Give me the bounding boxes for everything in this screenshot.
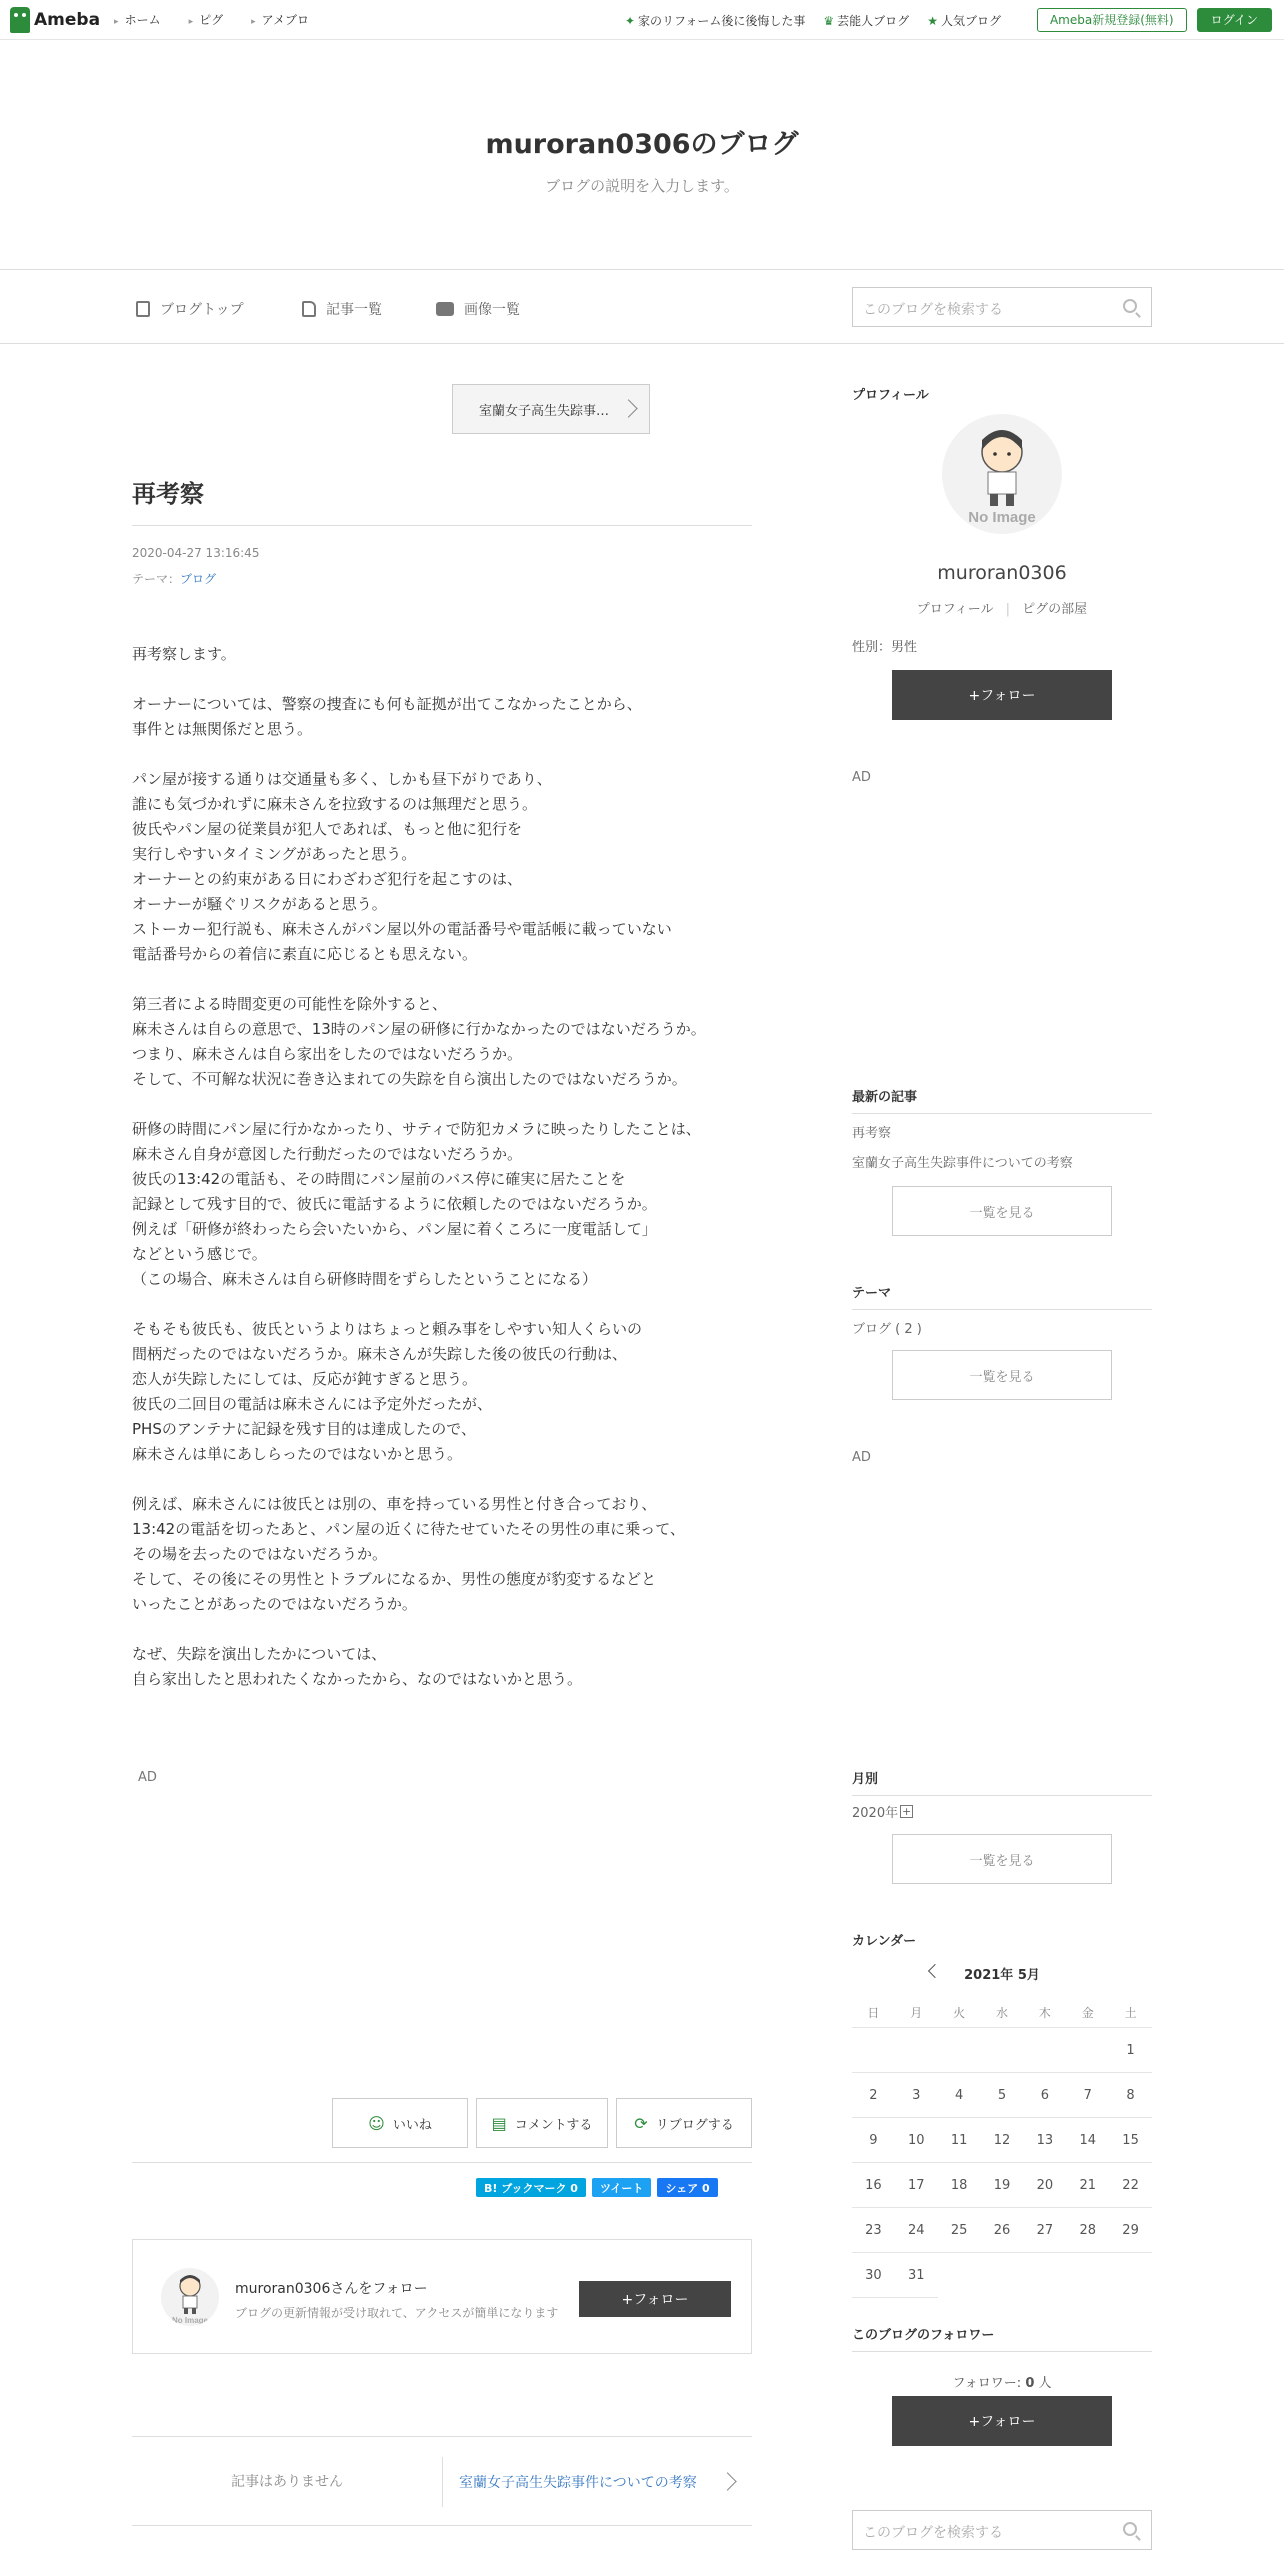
nav-entry-list[interactable]	[302, 299, 382, 319]
blog-search-placeholder: このブログを検索する	[863, 302, 1003, 318]
profile-avatar[interactable]	[942, 414, 1062, 534]
article-body: 再考察します。 オーナーについては、警察の捜査にも何も証拠が出てこなかったことから、 事件とは無関係だと思う。 パン屋が接する通りは交通量も多く、しかも昼下がりであり、 誰にも気づかれずに麻未さんを拉致するのは無理だと思う。 彼氏やパン屋の従業員が犯人であれば、もっと他に犯行を 実行しやすいタイミングがあったと思う。 オーナーとの約束がある日にわざわざ犯行を起こすのは、 オーナーが騒ぐリスクがあると思う。 ストーカー犯行説も、麻未さんがパン屋以外の電話番号や電話帳に載っていない 電話番号からの着信に素直に応じるとも思えない。 第三者による時間変更の可能性を除外すると、 麻未さんは自らの意思で、13時のパン屋の研修に行かなかったのではないだろうか。 つまり、麻未さんは自ら家出をしたのではないだろうか。 そして、不可解な状況に巻き込まれての失踪を自ら演出したのではないだろうか。 研修の時間にパン屋に行かなかったり、サティで防犯カメラに映ったりしたことは、 麻未さん自身が意図した行動だったのではないだろうか。 彼氏の13:42の電話も、その時間にパン屋前のバス停に確実に居たことを 記録として残す目的で、彼氏に電話するように依頼したのではないだろうか。 例えば「研修が終わったら会いたいから、パン屋に着くころに一度電話して」 などという感じで。 （この場合、麻未さんは自ら研修時間をずらしたということになる） そもそも彼氏も、彼氏というよりはちょっと頼み事をしやすい知人くらいの 間柄だったのではないだろうか。麻未さんが失踪した後の彼氏の行動は、 恋人が失踪したにしては、反応が鈍すぎると思う。 彼氏の二回目の電話は麻未さんには予定外だったが、 PHSのアンテナに記録を残す目的は達成したので、 麻未さんは単にあしらったのではないかと思う。 例えば、麻未さんには彼氏とは別の、車を持っている男性と付き合っており、 13:42の電話を切ったあと、パン屋の近くに待たせていたその男性の車に乗って、 その場を去ったのではないだろうか。 そして、その後にその男性とトラブルになるか、男性の態度が豹変するなどと いったことがあったのではないだろうか。 なぜ、失踪を演出したかについては、 自ら家出したと思われたくなかったから、なのではないかと思う。	[132, 645, 706, 1688]
ameba-logo[interactable]	[10, 7, 100, 33]
blog-search-input[interactable]	[852, 287, 1152, 327]
calendar-weekday: 水	[981, 1998, 1024, 2028]
calendar-day	[981, 2028, 1024, 2073]
nav-blog-top-label: ブログトップ	[160, 302, 244, 318]
calendar-day: 17	[895, 2163, 938, 2208]
nav-image-list[interactable]	[436, 299, 520, 319]
blog-nav	[0, 271, 1284, 344]
calendar-day	[938, 2028, 981, 2073]
facebook-share-button[interactable]: シェア 0	[657, 2178, 717, 2197]
calendar-day: 20	[1023, 2163, 1066, 2208]
article-theme	[132, 570, 216, 587]
profile-name[interactable]: muroran0306	[937, 562, 1067, 584]
no-image-avatar-icon	[942, 414, 1062, 534]
blog-title[interactable]: muroran0306のブログ	[485, 129, 799, 160]
header-right	[625, 8, 1272, 32]
calendar-weekday: 土	[1109, 1998, 1152, 2028]
recent-see-all-button[interactable]: 一覧を見る	[892, 1186, 1112, 1236]
calendar-day	[1066, 2028, 1109, 2073]
month-heading: 月別	[852, 1768, 1152, 1796]
calendar-day: 4	[938, 2073, 981, 2118]
calendar-day: 9	[852, 2118, 895, 2163]
calendar-weekday: 火	[938, 1998, 981, 2028]
crown-icon: ♛	[823, 13, 835, 28]
article-pager	[132, 2436, 752, 2526]
calendar-day: 23	[852, 2208, 895, 2253]
no-image-avatar-icon	[161, 2268, 219, 2326]
nav-image-list-label: 画像一覧	[464, 302, 520, 318]
star-icon: ★	[927, 13, 938, 28]
calendar-weekday: 日	[852, 1998, 895, 2028]
reblog-icon: ⟳	[634, 2113, 648, 2133]
calendar-day: 12	[981, 2118, 1024, 2163]
calendar-day: 31	[895, 2253, 938, 2298]
promo-popular-link[interactable]	[927, 12, 1001, 29]
like-button[interactable]	[332, 2098, 468, 2148]
profile-gender: 性別：男性	[852, 640, 918, 655]
sidebar-follow-button[interactable]: +フォロー	[892, 670, 1112, 720]
followers-label: フォロワー:	[952, 2376, 1022, 2391]
profile-heading: プロフィール	[852, 388, 929, 403]
divider	[132, 2162, 752, 2163]
global-nav	[114, 11, 337, 28]
search-icon[interactable]	[1123, 299, 1137, 313]
profile-links	[852, 598, 1152, 617]
calendar-day: 24	[895, 2208, 938, 2253]
blog-description: ブログの説明を入力します。	[545, 177, 739, 195]
followers-number: 0	[1025, 2376, 1035, 2391]
calendar-weekday: 金	[1066, 1998, 1109, 2028]
calendar-day: 13	[1023, 2118, 1066, 2163]
theme-see-all-button[interactable]: 一覧を見る	[892, 1350, 1112, 1400]
nav-home[interactable]: ▸ ホーム	[114, 11, 161, 28]
article-title[interactable]: 再考察	[132, 474, 752, 526]
calendar-day: 1	[1109, 2028, 1152, 2073]
login-button[interactable]: ログイン	[1197, 8, 1272, 32]
nav-blog-top[interactable]	[136, 299, 244, 319]
prev-entry: 記事はありません	[231, 2474, 343, 2490]
reblog-button[interactable]	[616, 2098, 752, 2148]
calendar-grid	[852, 1998, 1152, 2298]
calendar-day: 7	[1066, 2073, 1109, 2118]
promo-reform-link[interactable]	[625, 12, 805, 29]
calendar-day: 22	[1109, 2163, 1152, 2208]
promo-celebrity-link[interactable]	[823, 12, 909, 29]
calendar-day: 28	[1066, 2208, 1109, 2253]
calendar-day: 11	[938, 2118, 981, 2163]
link-separator: |	[1005, 602, 1011, 617]
calendar-day: 15	[1109, 2118, 1152, 2163]
hatena-bookmark-button[interactable]: B! ブックマーク 0	[476, 2178, 586, 2197]
no-image-text: No Image	[171, 2316, 209, 2325]
calendar-day: 21	[1066, 2163, 1109, 2208]
global-header	[0, 0, 1284, 40]
calendar-day	[895, 2028, 938, 2073]
calendar-day: 19	[981, 2163, 1024, 2208]
article-actions	[332, 2098, 752, 2148]
ameba-logo-text: Ameba	[34, 9, 101, 30]
article-date: 2020-04-27 13:16:45	[132, 546, 260, 560]
pigg-room-link[interactable]: ピグの部屋	[1022, 602, 1088, 617]
recent-heading: 最新の記事	[852, 1086, 1152, 1114]
ad-label: AD	[852, 770, 871, 785]
calendar-day: 25	[938, 2208, 981, 2253]
nav-ameblo[interactable]: ▸ アメブロ	[251, 11, 309, 28]
author-avatar[interactable]	[161, 2268, 219, 2326]
calendar-day: 29	[1109, 2208, 1152, 2253]
like-label: いいね	[392, 2117, 432, 2133]
calendar-day: 8	[1109, 2073, 1152, 2118]
followers-heading: このブログのフォロワー	[852, 2324, 1152, 2352]
profile-link[interactable]: プロフィール	[916, 602, 994, 617]
follow-description: ブログの更新情報が受け取れて、アクセスが簡単になります	[235, 2306, 559, 2320]
follow-button[interactable]: +フォロー	[579, 2281, 731, 2317]
ad-label: AD	[852, 1450, 871, 1465]
calendar-month: 2021年 5月	[964, 1968, 1040, 1983]
month-see-all-button[interactable]: 一覧を見る	[892, 1834, 1112, 1884]
calendar-day: 5	[981, 2073, 1024, 2118]
recent-item[interactable]: 室蘭女子高生失踪事件についての考察	[852, 1156, 1073, 1171]
calendar-day	[852, 2028, 895, 2073]
followers-follow-button[interactable]: +フォロー	[892, 2396, 1112, 2446]
blog-header	[0, 40, 1284, 270]
theme-label: テーマ：	[132, 572, 181, 586]
followers-count	[852, 2372, 1152, 2391]
calendar-day	[1023, 2028, 1066, 2073]
calendar-day: 18	[938, 2163, 981, 2208]
tweet-button[interactable]: ツイート	[592, 2178, 651, 2197]
nav-pigg[interactable]: ▸ ピグ	[189, 11, 224, 28]
register-button[interactable]: Ameba新規登録(無料)	[1037, 8, 1187, 32]
nav-entry-list-label: 記事一覧	[326, 302, 382, 318]
document-icon	[136, 301, 150, 317]
month-item-label: 2020年	[852, 1806, 899, 1821]
comment-label: コメントする	[514, 2117, 593, 2133]
recent-item[interactable]: 再考察	[852, 1126, 892, 1141]
expand-plus-icon[interactable]: +	[901, 1805, 912, 1818]
calendar-day: 6	[1023, 2073, 1066, 2118]
comment-icon: ▤	[491, 2113, 507, 2133]
theme-link[interactable]: ブログ	[180, 572, 217, 586]
follow-box	[132, 2239, 752, 2354]
search-icon[interactable]	[1123, 2522, 1137, 2536]
calendar-day: 10	[895, 2118, 938, 2163]
sidebar-search-input[interactable]	[852, 2510, 1152, 2550]
calendar-day: 3	[895, 2073, 938, 2118]
calendar-heading: カレンダー	[852, 1934, 917, 1949]
share-buttons	[470, 2178, 718, 2197]
promo-reform-label: 家のリフォーム後に後悔した事	[638, 13, 806, 28]
calendar-day: 30	[852, 2253, 895, 2298]
calendar-day: 14	[1066, 2118, 1109, 2163]
reblog-label: リブログする	[655, 2117, 734, 2133]
calendar-day: 16	[852, 2163, 895, 2208]
follow-title: muroran0306さんをフォロー	[235, 2281, 428, 2297]
sparkle-icon: ✦	[624, 13, 635, 28]
calendar-weekday: 月	[895, 1998, 938, 2028]
calendar-day: 2	[852, 2073, 895, 2118]
smile-icon: ☺	[368, 2113, 385, 2133]
next-entry-link[interactable]: 室蘭女子高生失踪事件についての考察	[442, 2457, 752, 2507]
copy-icon	[302, 301, 316, 317]
camera-icon	[436, 302, 454, 316]
promo-popular-label: 人気ブログ	[940, 13, 1001, 28]
theme-heading: テーマ	[852, 1282, 1152, 1310]
calendar-weekday: 木	[1023, 1998, 1066, 2028]
comment-button[interactable]	[476, 2098, 608, 2148]
category-link-button[interactable]: 室蘭女子高生失踪事…	[452, 384, 650, 434]
month-item[interactable]	[852, 1802, 913, 1821]
ad-label: AD	[138, 1770, 157, 1785]
sidebar-search-placeholder: このブログを検索する	[863, 2525, 1003, 2541]
no-image-text: No Image	[968, 509, 1036, 526]
ameba-logo-icon	[10, 7, 30, 33]
theme-item[interactable]: ブログ ( 2 )	[852, 1322, 922, 1337]
calendar-day: 27	[1023, 2208, 1066, 2253]
promo-celebrity-label: 芸能人ブログ	[837, 13, 910, 28]
calendar-day: 26	[981, 2208, 1024, 2253]
followers-unit: 人	[1038, 2376, 1052, 2391]
